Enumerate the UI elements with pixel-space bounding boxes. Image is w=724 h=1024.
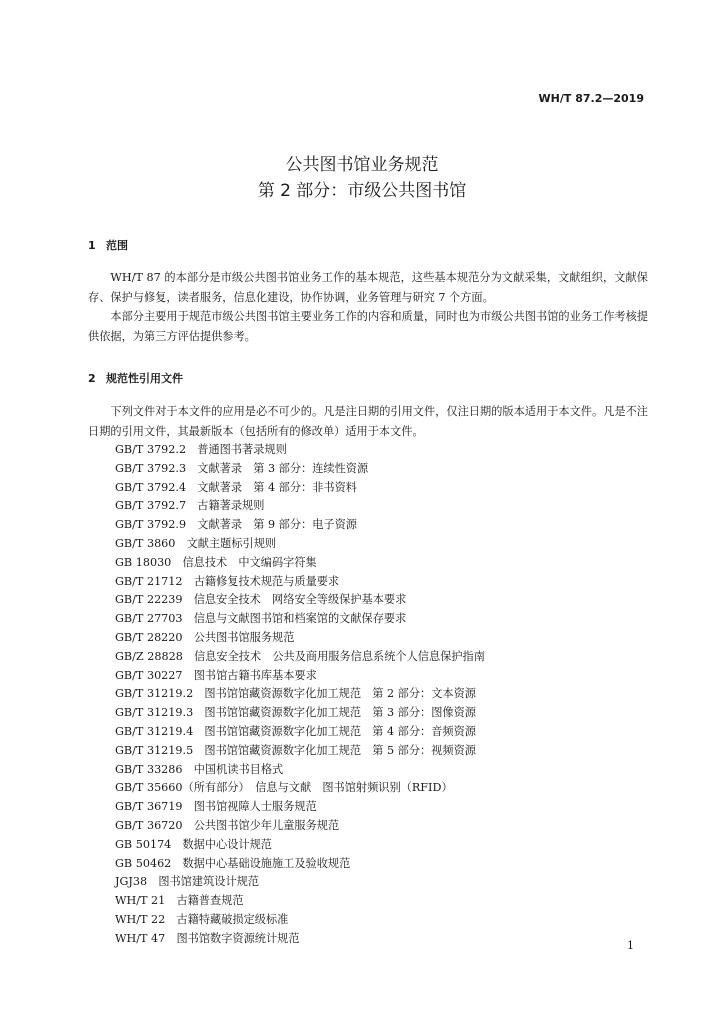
reference-item: GB/T 31219.4 图书馆馆藏资源数字化加工规范 第 4 部分：音频资源 (115, 724, 476, 738)
scope-paragraph-1: WH/T 87 的本部分是市级公共图书馆业务工作的基本规范，这些基本规范分为文献采集，文献组织，文献保存、保护与修复，读者服务，信息化建设，协作协调，业务管理与研究 7 个方面。 (88, 271, 648, 304)
reference-item: GB/T 31219.3 图书馆馆藏资源数字化加工规范 第 3 部分：图像资源 (115, 706, 476, 720)
reference-item: WH/T 21 古籍普查规范 (115, 894, 244, 908)
section-title: 范围 (106, 239, 128, 252)
reference-item: GB/T 3792.9 文献著录 第 9 部分：电子资源 (115, 518, 357, 532)
reference-item: GB/T 21712 古籍修复技术规范与质量要求 (115, 574, 340, 588)
section-number: 1 (88, 239, 96, 252)
reference-item: GB 50462 数据中心基础设施施工及验收规范 (115, 856, 351, 870)
reference-item: WH/T 22 古籍特藏破损定级标准 (115, 912, 289, 926)
section-number: 2 (88, 372, 96, 385)
reference-item: WH/T 47 图书馆数字资源统计规范 (115, 931, 300, 945)
reference-item: GB/T 22239 信息安全技术 网络安全等级保护基本要求 (115, 593, 407, 607)
standard-code: WH/T 87.2—2019 (538, 92, 644, 105)
reference-item: GB 50174 数据中心设计规范 (115, 837, 272, 851)
document-subtitle: 第 2 部分：市级公共图书馆 (257, 181, 467, 201)
reference-item: GB/T 3792.3 文献著录 第 3 部分：连续性资源 (115, 461, 369, 475)
reference-item: GB/Z 28828 信息安全技术 公共及商用服务信息系统个人信息保护指南 (115, 649, 485, 663)
reference-item: GB/T 3792.2 普通图书著录规则 (115, 443, 287, 456)
reference-item: JGJ38 图书馆建筑设计规范 (115, 875, 260, 889)
reference-item: GB/T 28220 公共图书馆服务规范 (115, 630, 295, 644)
reference-item: GB/T 3792.4 文献著录 第 4 部分：非书资料 (115, 480, 357, 494)
section-heading-normative-references (88, 370, 183, 386)
document-title: 公共图书馆业务规范 (285, 155, 439, 175)
reference-item: GB/T 31219.2 图书馆馆藏资源数字化加工规范 第 2 部分：文本资源 (115, 687, 476, 701)
page-number: 1 (627, 939, 634, 952)
reference-item: GB/T 3860 文献主题标引规则 (115, 536, 277, 550)
reference-item: GB/T 30227 图书馆古籍书库基本要求 (115, 668, 317, 682)
reference-item: GB/T 35660（所有部分） 信息与文献 图书馆射频识别（RFID） (115, 781, 453, 795)
reference-item: GB/T 3792.7 古籍著录规则 (115, 499, 265, 513)
reference-list (115, 441, 635, 949)
section-heading-scope (88, 237, 128, 253)
scope-paragraph-2: 本部分主要用于规范市级公共图书馆主要业务工作的内容和质量，同时也为市级公共图书馆的业务工作考核提供依据，为第三方评估提供参考。 (88, 310, 648, 343)
reference-item: GB/T 36719 图书馆视障人士服务规范 (115, 800, 317, 814)
section-title: 规范性引用文件 (106, 372, 183, 385)
reference-item: GB/T 36720 公共图书馆少年儿童服务规范 (115, 818, 340, 832)
reference-item: GB/T 31219.5 图书馆馆藏资源数字化加工规范 第 5 部分：视频资源 (115, 743, 476, 757)
references-intro-paragraph: 下列文件对于本文件的应用是必不可少的。凡是注日期的引用文件，仅注日期的版本适用于本文件。凡是不注日期的引用文件，其最新版本（包括所有的修改单）适用于本文件。 (88, 405, 648, 438)
reference-item: GB/T 33286 中国机读书目格式 (115, 762, 284, 776)
reference-item: GB/T 27703 信息与文献图书馆和档案馆的文献保存要求 (115, 612, 407, 626)
reference-item: GB 18030 信息技术 中文编码字符集 (115, 555, 317, 569)
